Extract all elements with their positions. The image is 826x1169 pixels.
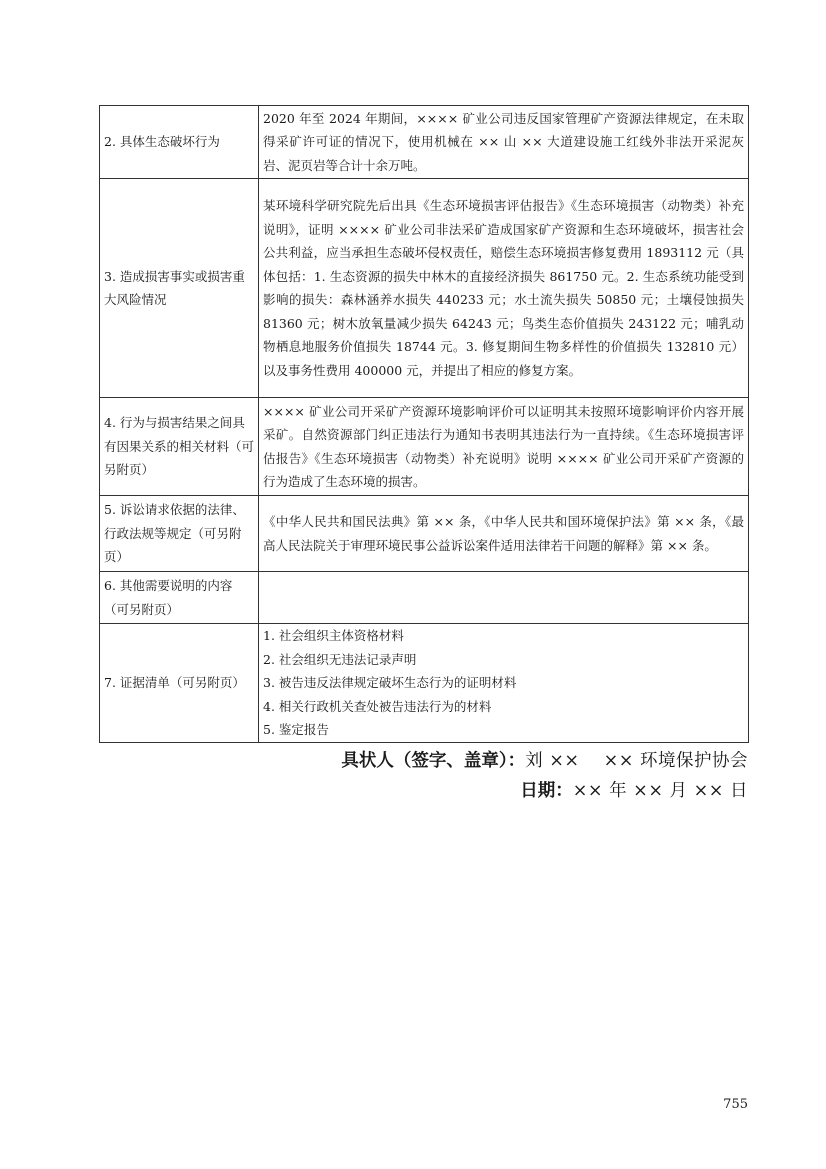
- table-row: [100, 624, 749, 743]
- row-label: 5. 诉讼请求依据的法律、行政法规等规定（可另附页）: [100, 496, 259, 572]
- evidence-list: [259, 624, 749, 743]
- date-value: ×× 年 ×× 月 ×× 日: [572, 781, 748, 801]
- row-label: 2. 具体生态破坏行为: [100, 106, 259, 179]
- table-row: [100, 398, 749, 496]
- table-row: [100, 106, 749, 179]
- row-content: [259, 572, 749, 624]
- row-content: 2020 年至 2024 年期间，×××× 矿业公司违反国家管理矿产资源法律规定，在未取得采矿许可证的情况下，使用机械在 ×× 山 ×× 大道建设施工红线外非法开采泥灰岩、泥页岩等合计十余万吨。: [259, 106, 749, 179]
- date-line: [520, 777, 748, 802]
- row-label: 6. 其他需要说明的内容 （可另附页）: [100, 572, 259, 624]
- signature-label: 具状人（签字、盖章）：: [341, 751, 526, 771]
- signature-line: [341, 747, 748, 772]
- complaint-form-table: [99, 105, 749, 743]
- evidence-item: 1. 社会组织主体资格材料: [263, 628, 404, 644]
- table-row: [100, 496, 749, 572]
- table-row: [100, 572, 749, 624]
- row-label: 3. 造成损害事实或损害重大风险情况: [100, 179, 259, 398]
- row-label: 4. 行为与损害结果之间具有因果关系的相关材料（可另附页）: [100, 398, 259, 496]
- page-number: 755: [723, 1097, 748, 1112]
- row-content: 《中华人民共和国民法典》第 ×× 条，《中华人民共和国环境保护法》第 ×× 条，《最高人民法院关于审理环境民事公益诉讼案件适用法律若干问题的解释》第 ×× 条。: [259, 496, 749, 572]
- evidence-label: 7. 证据清单（可另附页）: [100, 624, 259, 743]
- evidence-item: 3. 被告违反法律规定破坏生态行为的证明材料: [263, 675, 517, 691]
- row-content: ×××× 矿业公司开采矿产资源环境影响评价可以证明其未按照环境影响评价内容开展采矿。自然资源部门纠正违法行为通知书表明其违法行为一直持续。《生态环境损害评估报告》《生态环境损害（动物类）补充说明》说明 ×××× 矿业公司开采矿产资源的行为造成了生态环境的损害。: [259, 398, 749, 496]
- signature-value: 刘 ×× ×× 环境保护协会: [525, 751, 748, 771]
- table-row: [100, 179, 749, 398]
- evidence-item: 2. 社会组织无违法记录声明: [263, 651, 417, 667]
- date-label: 日期：: [520, 781, 573, 801]
- evidence-item: 4. 相关行政机关查处被告违法行为的材料: [263, 698, 492, 714]
- evidence-item: 5. 鉴定报告: [263, 722, 329, 738]
- row-content: 某环境科学研究院先后出具《生态环境损害评估报告》《生态环境损害（动物类）补充说明》，证明 ×××× 矿业公司非法采矿造成国家矿产资源和生态环境破坏，损害社会公共利益，应当承担生态破坏侵权责任，赔偿生态环境损害修复费用 1893112 元（具体包括：1. 生态资源的损失中林木的直接经济损失 861750 元。2. 生态系统功能受到影响的损失：森林涵养水损失 440233 元；水土流失损失 50850 元；土壤侵蚀损失 81360 元；树木放氧量减少损失 64243 元；鸟类生态价值损失 243122 元；哺乳动物栖息地服务价值损失 18744 元。3. 修复期间生物多样性的价值损失 132810 元）以及事务性费用 400000 元，并提出了相应的修复方案。: [259, 179, 749, 398]
